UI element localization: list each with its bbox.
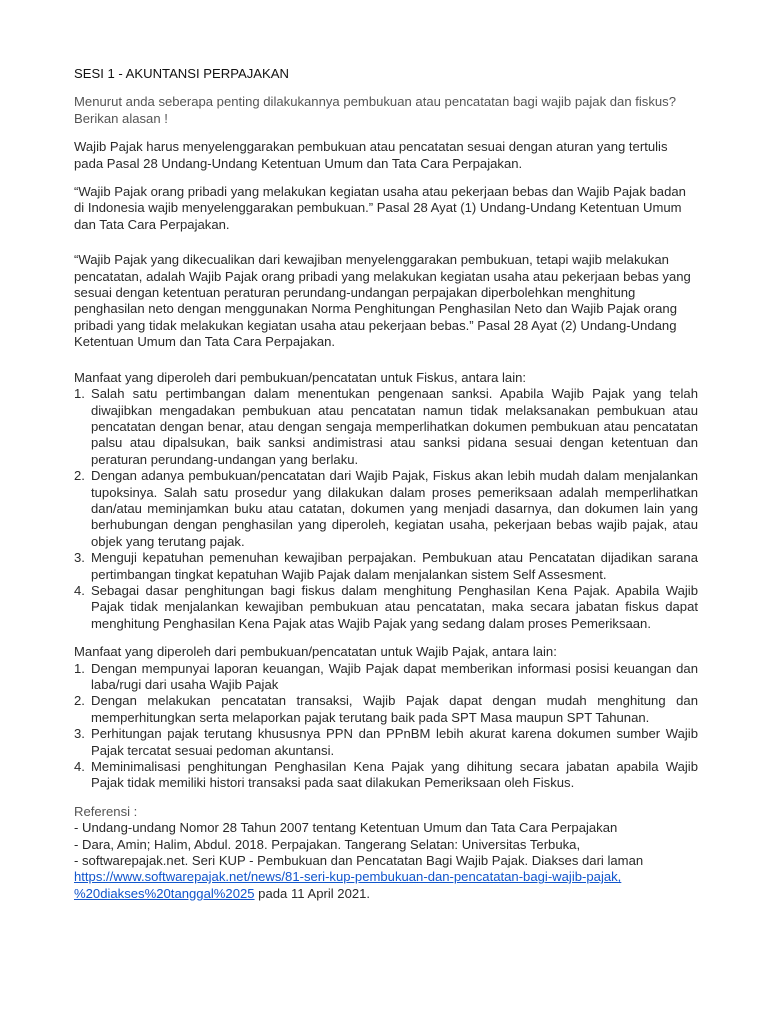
- list-number: 3.: [74, 550, 85, 566]
- list-text: Salah satu pertimbangan dalam menentukan pengenaan sanksi. Apabila Wajib Pajak yang telah diwajibkan mengadakan pembukuan atau pencatatan namun tidak melaksanakan pembukuan atau pencatatan dengan benar, atau dengan sengaja memperlihatkan dokumen pembukuan atau pencatatan palsu atau dipalsukan, baik sanksi andimistrasi atau sanksi pidana sesuai dengan ketentuan dan peraturan perundang-undangan yang berlaku.: [91, 386, 698, 467]
- list-number: 2.: [74, 693, 85, 709]
- list-text: Dengan melakukan pencatatan transaksi, Wajib Pajak dapat dengan mudah menghitung dan memperhitungkan serta melaporkan pajak terutang baik pada SPT Masa maupun SPT Tahunan.: [91, 693, 698, 725]
- reference-website: [74, 853, 698, 902]
- reference-access-date: pada 11 April 2021.: [254, 885, 371, 901]
- list-number: 3.: [74, 726, 85, 742]
- document-title: SESI 1 - AKUNTANSI PERPAJAKAN: [74, 66, 289, 81]
- list-number: 4.: [74, 582, 85, 598]
- fiskus-benefits-list: [74, 386, 698, 632]
- list-text: Meminimalisasi penghitungan Penghasilan Kena Pajak yang dihitung secara jabatan apabila Wajib Pajak tidak memiliki histori transaksi pada saat dilakukan Pemeriksaan oleh Fiskus.: [91, 759, 698, 791]
- reference-uu-kup: - Undang-undang Nomor 28 Tahun 2007 tentang Ketentuan Umum dan Tata Cara Perpajakan: [74, 820, 618, 836]
- list-text: Menguji kepatuhan pemenuhan kewajiban perpajakan. Pembukuan atau Pencatatan dijadikan sarana pertimbangan tingkat kepatuhan Wajib Pajak dalam menjalankan sistem Self Assesment.: [91, 550, 698, 582]
- list-text: Perhitungan pajak terutang khususnya PPN dan PPnBM lebih akurat karena dokumen sumber Wajib Pajak tercatat sesuai pedoman akuntansi.: [91, 726, 698, 758]
- list-item: [74, 693, 698, 726]
- list-text: Dengan mempunyai laporan keuangan, Wajib Pajak dapat memberikan informasi posisi keuangan dan laba/rugi dari usaha Wajib Pajak: [91, 660, 698, 692]
- list-item: [74, 661, 698, 694]
- list-item: [74, 726, 698, 759]
- list-text: Dengan adanya pembukuan/pencatatan dari Wajib Pajak, Fiskus akan lebih mudah dalam menjalankan tupoksinya. Salah satu prosedur yang dilakukan dalam proses pemeriksaan adalah memperlihatkan dan/atau meminjamkan buku atau catatan, dokumen yang menjadi dasarnya, dan dokumen lain yang berhubungan dengan penghasilan yang diperoleh, kegiatan usaha, pekerjaan bebas wajib pajak, atau objek yang terutang pajak.: [91, 468, 698, 549]
- paragraph-quote-ayat-2: “Wajib Pajak yang dikecualikan dari kewajiban menyelenggarakan pembukuan, tetapi wajib melakukan pencatatan, adalah Wajib Pajak orang pribadi yang melakukan kegiatan usaha atau pekerjaan bebas yang sesuai dengan ketentuan peraturan perundang-undangan perpajakan diperbolehkan menghitung penghasilan neto dengan menggunakan Norma Penghitungan Penghasilan Neto dan Wajib Pajak orang pribadi yang tidak melakukan kegiatan usaha atau pekerjaan bebas.” Pasal 28 Ayat (2) Undang-Undang Ketentuan Umum dan Tata Cara Perpajakan.: [74, 252, 691, 350]
- reference-book: - Dara, Amin; Halim, Abdul. 2018. Perpajakan. Tangerang Selatan: Universitas Terbuka,: [74, 836, 581, 852]
- reference-link-line1: https://www.softwarepajak.net/news/81-seri-kup-pembukuan-dan-pencatatan-bagi-wajib-pajak,: [74, 869, 622, 885]
- references-heading: Referensi :: [74, 803, 138, 819]
- list-item: [74, 583, 698, 632]
- list-item: [74, 468, 698, 550]
- wajib-pajak-benefits-heading: Manfaat yang diperoleh dari pembukuan/pencatatan untuk Wajib Pajak, antara lain:: [74, 644, 557, 660]
- list-text: Sebagai dasar penghitungan bagi fiskus dalam menghitung Penghasilan Kena Pajak. Apabila Wajib Pajak tidak menjalankan kewajiban pembukuan atau pencatatan, maka secara jabatan fiskus dapat menghitung Penghasilan Kena Pajak atas Wajib Pajak yang sedang dalam proses Pemeriksaan.: [91, 582, 698, 631]
- wajib-pajak-benefits-list: [74, 661, 698, 792]
- list-number: 2.: [74, 468, 85, 484]
- fiskus-benefits-heading: Manfaat yang diperoleh dari pembukuan/pencatatan untuk Fiskus, antara lain:: [74, 369, 527, 385]
- list-number: 1.: [74, 660, 85, 676]
- reference-website-text: - softwarepajak.net. Seri KUP - Pembukuan dan Pencatatan Bagi Wajib Pajak. Diakses dari laman: [74, 853, 644, 869]
- question-text: Menurut anda seberapa penting dilakukannya pembukuan atau pencatatan bagi wajib pajak dan fiskus? Berikan alasan !: [74, 94, 677, 126]
- paragraph-pasal-28: Wajib Pajak harus menyelenggarakan pembukuan atau pencatatan sesuai dengan aturan yang tertulis pada Pasal 28 Undang-Undang Ketentuan Umum dan Tata Cara Perpajakan.: [74, 139, 668, 171]
- list-item: [74, 550, 698, 583]
- list-item: [74, 386, 698, 468]
- list-number: 4.: [74, 759, 85, 775]
- list-item: [74, 759, 698, 792]
- paragraph-quote-ayat-1: “Wajib Pajak orang pribadi yang melakukan kegiatan usaha atau pekerjaan bebas dan Wajib Pajak badan di Indonesia wajib menyelenggarakan pembukuan.” Pasal 28 Ayat (1) Undang-Undang Ketentuan Umum dan Tata Cara Perpajakan.: [74, 184, 686, 232]
- list-number: 1.: [74, 386, 85, 402]
- reference-link-line2: %20diakses%20tanggal%2025: [74, 885, 255, 901]
